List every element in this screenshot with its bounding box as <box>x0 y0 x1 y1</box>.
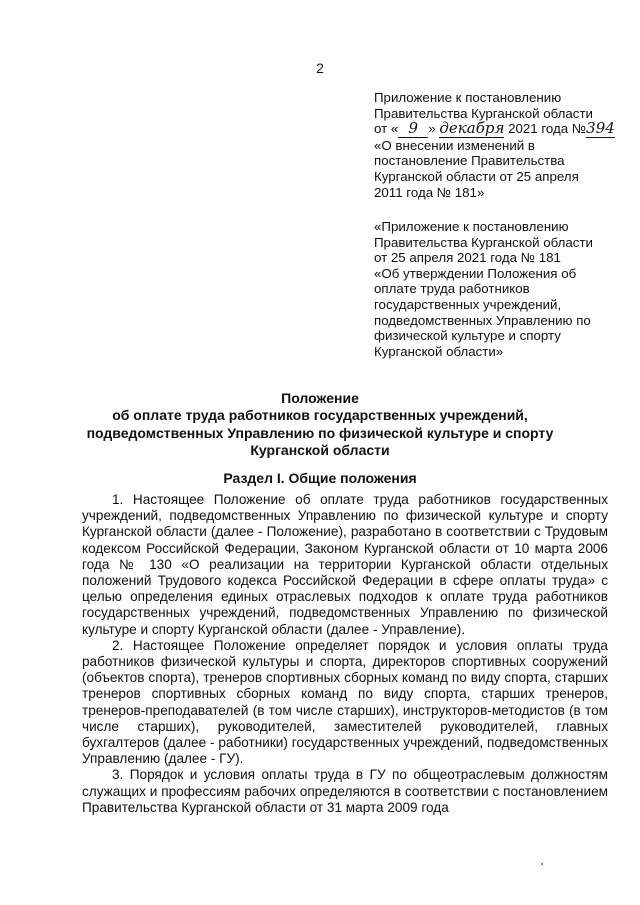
handwritten-month: декабря <box>439 119 505 138</box>
title-line: Курганской области <box>250 442 390 459</box>
paragraph-2: 2. Настоящее Положение определяет порядок и условия оплаты труда работников физической культуры и спорта, директоров спортивных сооружений (объектов спорта), тренеров спортивных сборных команд по виду спорта, старших тренеров спортивных сборных команд по виду спорта, старших тренеров, тренеров-преподавателей (в том числе старших), инструкторов-методистов (в том числе старших), руководителей, заместителей руководителей, главных бухгалтеров (далее - работники) государственных учреждений, подведомственных Управлению (далее - ГУ). <box>82 637 608 767</box>
appendix-line: Правительства Курганской области <box>374 105 593 121</box>
title-line: Положение <box>281 390 359 406</box>
appendix-header-amendment <box>374 90 614 200</box>
appendix-line: постановление Правительства <box>374 153 565 169</box>
date-quote: » <box>428 121 436 137</box>
appendix-header-original <box>374 219 614 359</box>
scan-artifact <box>541 863 543 865</box>
date-prefix: от « <box>374 121 399 137</box>
document-title <box>0 390 640 460</box>
appendix-line: 2011 года № 181» <box>374 184 485 200</box>
paragraph-3: 3. Порядок и условия оплаты труда в ГУ по общеотраслевым должностям служащих и профессиям рабочих определяются в соответствии с постановлением Правительства Курганской области от 31 марта 2009 года <box>82 767 608 815</box>
document-body <box>82 492 608 816</box>
year-text: 2021 года № <box>508 121 587 137</box>
appendix-line: «Об утверждении Положения об <box>374 265 577 281</box>
appendix-line: подведомственных Управлению по <box>374 312 591 328</box>
appendix-line: «О внесении изменений в <box>374 137 535 153</box>
appendix-line: государственных учреждений, <box>374 296 562 312</box>
appendix-line: оплате труда работников <box>374 281 530 297</box>
paragraph-1: 1. Настоящее Положение об оплате труда работников государственных учреждений, подведомственных Управлению по физической культуре и спорту Курганской области (далее - Положение), разработано в соответствии с Трудовым кодексом Российской Федерации, Законом Курганской области от 10 марта 2006 года № 130 «О реализации на территории Курганской области отдельных положений Трудового кодекса Российской Федерации в сфере оплаты труда» с целью определения единых отраслевых подходов к оплате труда работников государственных учреждений, подведомственных Управлению по физической культуре и спорту Курганской области (далее - Управление). <box>82 492 608 637</box>
appendix-date-line <box>374 121 614 138</box>
appendix-line: физической культуре и спорту <box>374 328 561 344</box>
appendix-line: Курганской области от 25 апреля <box>374 168 579 184</box>
title-line: об оплате труда работников государственных учреждений, <box>112 407 528 424</box>
page-number: 2 <box>316 60 324 76</box>
appendix-line: Приложение к постановлению <box>374 90 562 105</box>
section-heading: Раздел I. Общие положения <box>223 470 417 486</box>
appendix-line: «Приложение к постановлению <box>374 219 569 234</box>
appendix-line: Правительства Курганской области <box>374 234 593 250</box>
handwritten-day: 9 <box>398 121 428 138</box>
handwritten-number: 394 <box>586 119 615 138</box>
title-line: подведомственных Управлению по физической культуре и спорту <box>86 424 554 441</box>
appendix-line: от 25 апреля 2021 года № 181 <box>374 250 561 266</box>
appendix-line: Курганской области» <box>374 343 504 359</box>
